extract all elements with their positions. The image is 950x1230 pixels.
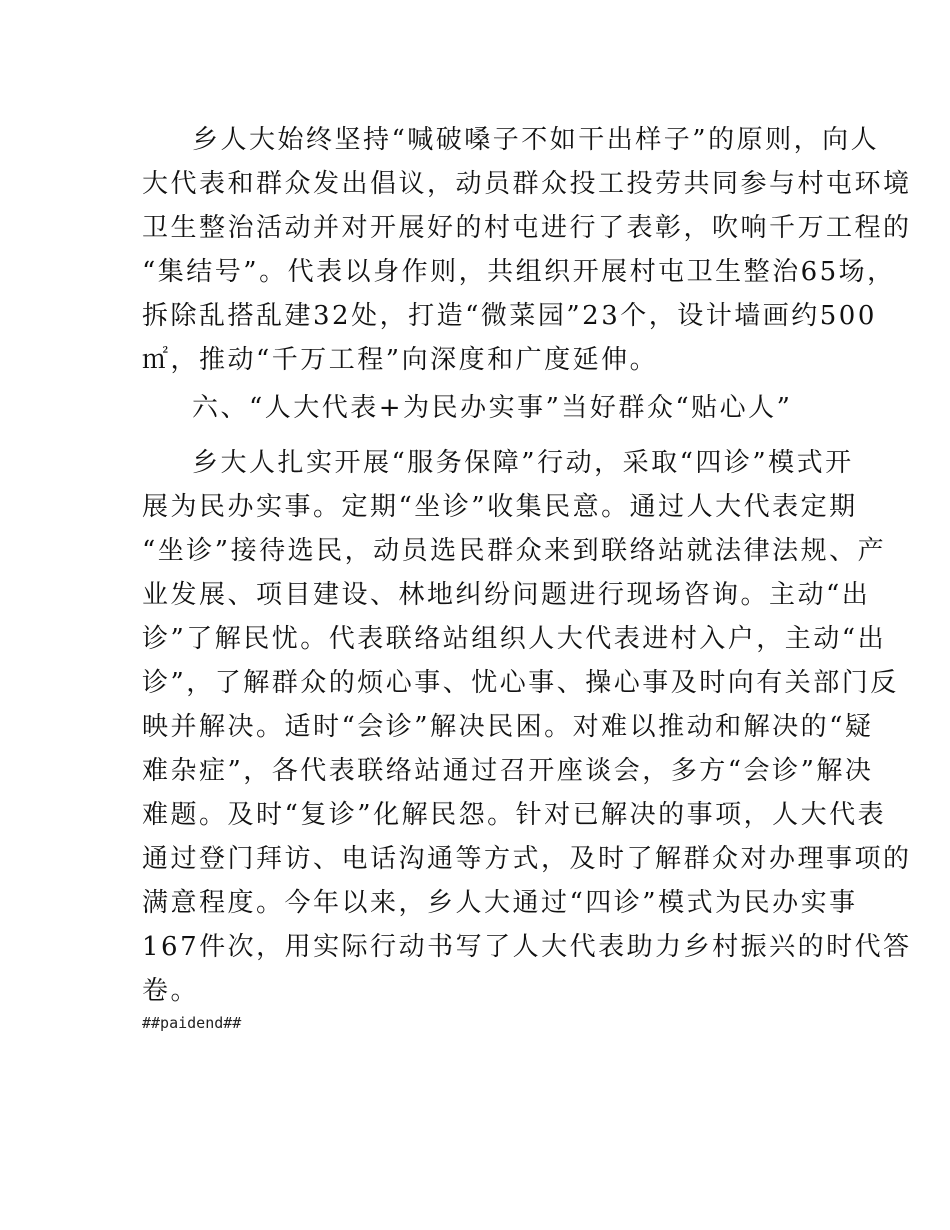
paragraph-2-line-11: 满意程度。今年以来，乡人大通过“四诊”模式为民办实事 [142, 888, 858, 918]
paragraph-2-line-3: “坐诊”接待选民，动员选民群众来到联络站就法律法规、产 [142, 536, 887, 566]
paragraph-1-line-6: ㎡，推动“千万工程”向深度和广度延伸。 [142, 345, 659, 375]
paragraph-2-line-8: 难杂症”，各代表联络站通过召开座谈会，多方“会诊”解决 [142, 756, 874, 786]
paragraph-2-line-9: 难题。及时“复诊”化解民怨。针对已解决的事项，人大代表 [142, 800, 887, 830]
section-heading-6: 六、“人大代表+为民办实事”当好群众“贴心人” [192, 393, 793, 423]
paragraph-1-line-4: “集结号”。代表以身作则，共组织开展村屯卫生整治65场， [142, 257, 896, 287]
paragraph-1-line-3: 卫生整治活动并对开展好的村屯进行了表彰，吹响千万工程的 [142, 213, 912, 243]
paragraph-2-line-6: 诊”，了解群众的烦心事、忧心事、操心事及时向有关部门反 [142, 668, 899, 698]
paragraph-1-line-1: 乡人大始终坚持“喊破嗓子不如干出样子”的原则，向人 [192, 125, 880, 155]
paragraph-2-line-12: 167件次，用实际行动书写了人大代表助力乡村振兴的时代答 [142, 932, 912, 962]
paragraph-2-line-2: 展为民办实事。定期“坐诊”收集民意。通过人大代表定期 [142, 492, 858, 522]
paragraph-2-line-5: 诊”了解民忧。代表联络站组织人大代表进村入户，主动“出 [142, 624, 887, 654]
paragraph-2-line-13: 卷。 [142, 976, 200, 1006]
paragraph-2-line-1: 乡大人扎实开展“服务保障”行动，采取“四诊”模式开 [192, 448, 854, 478]
paragraph-2-line-10: 通过登门拜访、电话沟通等方式，及时了解群众对办理事项的 [142, 844, 912, 874]
paid-end-marker: ##paidend## [142, 1014, 242, 1032]
paragraph-2-line-4: 业发展、项目建设、林地纠纷问题进行现场咨询。主动“出 [142, 580, 871, 610]
paragraph-1-line-2: 大代表和群众发出倡议，动员群众投工投劳共同参与村屯环境 [142, 169, 912, 199]
paragraph-2-line-7: 映并解决。适时“会诊”解决民困。对难以推动和解决的“疑 [142, 712, 874, 742]
paragraph-1-line-5: 拆除乱搭乱建32处，打造“微菜园”23个，设计墙画约500 [142, 301, 877, 331]
